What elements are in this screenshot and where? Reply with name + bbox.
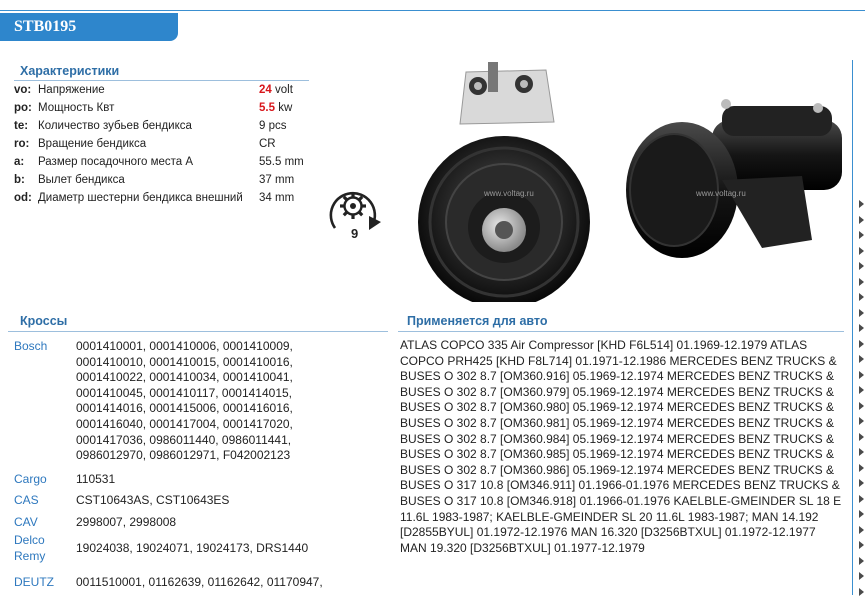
spec-value-text: 34 mm xyxy=(259,192,295,204)
applic-header: Применяется для авто xyxy=(407,314,548,328)
spec-code: od: xyxy=(14,192,32,204)
sidebar-arrow-icon[interactable] xyxy=(859,526,864,534)
sidebar-arrow-icon[interactable] xyxy=(859,262,864,270)
sidebar-arrow-icon[interactable] xyxy=(859,402,864,410)
spec-code: b: xyxy=(14,174,25,186)
cross-brand[interactable]: Bosch xyxy=(14,339,48,353)
cross-codes: 2998007, 2998008 xyxy=(76,515,177,529)
spec-value-text: 9 pcs xyxy=(259,120,287,132)
watermark-1: www.voltag.ru xyxy=(484,189,534,198)
spec-label: Количество зубьев бендикса xyxy=(38,120,192,132)
cross-brand[interactable]: Delco Remy xyxy=(14,533,46,563)
sidebar-arrow-icon[interactable] xyxy=(859,340,864,348)
sidebar-arrow-icon[interactable] xyxy=(859,278,864,286)
cross-brand[interactable]: CAV xyxy=(14,515,38,529)
gear-rotation-icon xyxy=(325,184,383,242)
sidebar-arrow-icon[interactable] xyxy=(859,541,864,549)
cross-codes: CST10643AS, CST10643ES xyxy=(76,493,230,507)
sidebar-divider xyxy=(852,60,853,595)
spec-label: Вращение бендикса xyxy=(38,138,147,150)
spec-value xyxy=(259,192,294,204)
sidebar-arrow-icon[interactable] xyxy=(859,572,864,580)
sidebar-arrow-icon[interactable] xyxy=(859,247,864,255)
cross-brand[interactable]: DEUTZ xyxy=(14,575,54,589)
sidebar-arrow-icon[interactable] xyxy=(859,588,864,596)
spec-label: Размер посадочного места А xyxy=(38,156,194,168)
sidebar-arrow-icon[interactable] xyxy=(859,448,864,456)
applic-text: ATLAS COPCO 335 Air Compressor [KHD F6L514] 01.1969-12.1979 ATLAS COPCO PRH425 [KHD F8L714] 01.1971-12.1986 MERCEDES BENZ TRUCKS & BUSES O 302 8.7 [OM360.916] 05.1969-12.1974 MERCEDES BENZ TRUCKS & BUSES O 302 8.7 [OM360.979] 05.1969-12.1974 MERCEDES BENZ TRUCKS & BUSES O 302 8.7 [OM360.980] 05.1969-12.1974 MERCEDES BENZ TRUCKS & BUSES O 302 8.7 [OM360.981] 05.1969-12.1974 MERCEDES BENZ TRUCKS & BUSES O 302 8.7 [OM360.984] 05.1969-12.1974 MERCEDES BENZ TRUCKS & BUSES O 302 8.7 [OM360.985] 05.1969-12.1974 MERCEDES BENZ TRUCKS & BUSES O 302 8.7 [OM360.986] 05.1969-12.1974 MERCEDES BENZ TRUCKS & BUSES O 317 10.8 [OM346.911] 01.1966-01.1976 MERCEDES BENZ TRUCKS & BUSES O 317 10.8 [OM346.918] 01.1966-01.1976 KAELBLE-GMEINDER SL 18 E 11.6L 1983-1987; KAELBLE-GMEINDER SL 20 11.6L 1983-1987; MAN 14.192 [D2855BYUL] 01.1972-12.1976 MAN 16.320 [D3256BTXUL] 01.1972-12.1977 MAN 19.320 [D3256BTXUL] 01.1977-12.1979 xyxy=(400,338,842,555)
spec-value xyxy=(259,138,276,150)
spec-unit: volt xyxy=(271,84,293,96)
sidebar-arrow-icon[interactable] xyxy=(859,479,864,487)
sidebar-arrow-icon[interactable] xyxy=(859,231,864,239)
cross-codes: 19024038, 19024071, 19024173, DRS1440 xyxy=(76,541,309,555)
starter-side-photo xyxy=(622,80,854,260)
spec-code: a: xyxy=(14,156,25,168)
spec-code: vo: xyxy=(14,84,32,96)
watermark-2: www.voltag.ru xyxy=(696,189,746,198)
spec-value-number: 5.5 xyxy=(259,102,275,114)
spec-value xyxy=(259,84,293,96)
cross-brand[interactable]: Cargo xyxy=(14,472,47,486)
sidebar-arrow-icon[interactable] xyxy=(859,433,864,441)
sidebar-arrow-icon[interactable] xyxy=(859,324,864,332)
sidebar-arrow-icon[interactable] xyxy=(859,386,864,394)
sidebar-arrow-icon[interactable] xyxy=(859,464,864,472)
sidebar-arrow-icon[interactable] xyxy=(859,309,864,317)
spec-value-text: 37 mm xyxy=(259,174,295,186)
spec-code: po: xyxy=(14,102,32,114)
sidebar-arrow-icon[interactable] xyxy=(859,371,864,379)
spec-value xyxy=(259,120,287,132)
sidebar-arrow-icon[interactable] xyxy=(859,293,864,301)
sidebar-arrow-icon[interactable] xyxy=(859,510,864,518)
spec-label: Мощность Квт xyxy=(38,102,115,114)
specs-header: Характеристики xyxy=(20,64,120,78)
crosses-header: Кроссы xyxy=(20,314,68,328)
cross-codes: 0001410001, 0001410006, 0001410009, 0001410010, 0001410015, 0001410016, 0001410022, 0001410034, 0001410041, 0001410045, 0001410117, 0001414015, 0001414016, 0001415006, 0001416016, 0001416040, 0001417004, 0001417020, 0001417036, 0986011440, 0986011441, 0986012970, 0986012971, F042002123 xyxy=(76,339,293,463)
sidebar-arrow-icon[interactable] xyxy=(859,417,864,425)
cross-codes: 0011510001, 01162639, 01162642, 01170947, xyxy=(76,575,323,589)
sidebar-arrow-icon[interactable] xyxy=(859,216,864,224)
spec-value-text: CR xyxy=(259,138,276,150)
top-divider xyxy=(0,10,865,11)
cross-brand[interactable]: CAS xyxy=(14,493,39,507)
sidebar-arrow-icon[interactable] xyxy=(859,200,864,208)
spec-value xyxy=(259,102,292,114)
spec-label: Напряжение xyxy=(38,84,105,96)
spec-value-number: 24 xyxy=(259,84,272,96)
cross-codes: 110531 xyxy=(76,472,116,486)
sidebar-arrow-icon[interactable] xyxy=(859,557,864,565)
specs-divider xyxy=(14,80,309,81)
spec-value-text: 55.5 mm xyxy=(259,156,304,168)
sidebar-arrow-icon[interactable] xyxy=(859,355,864,363)
spec-value xyxy=(259,156,304,168)
spec-value xyxy=(259,174,294,186)
spec-code: ro: xyxy=(14,138,30,150)
starter-front-photo xyxy=(408,62,608,302)
teeth-count: 9 xyxy=(351,226,359,241)
product-title-tab xyxy=(0,13,178,41)
spec-label: Вылет бендикса xyxy=(38,174,125,186)
applic-divider xyxy=(398,331,844,332)
product-code: STB0195 xyxy=(14,18,77,35)
spec-label: Диаметр шестерни бендикса внешний xyxy=(38,192,243,204)
crosses-divider xyxy=(8,331,388,332)
spec-unit: kw xyxy=(275,102,293,114)
spec-code: te: xyxy=(14,120,29,132)
sidebar-arrow-icon[interactable] xyxy=(859,495,864,503)
